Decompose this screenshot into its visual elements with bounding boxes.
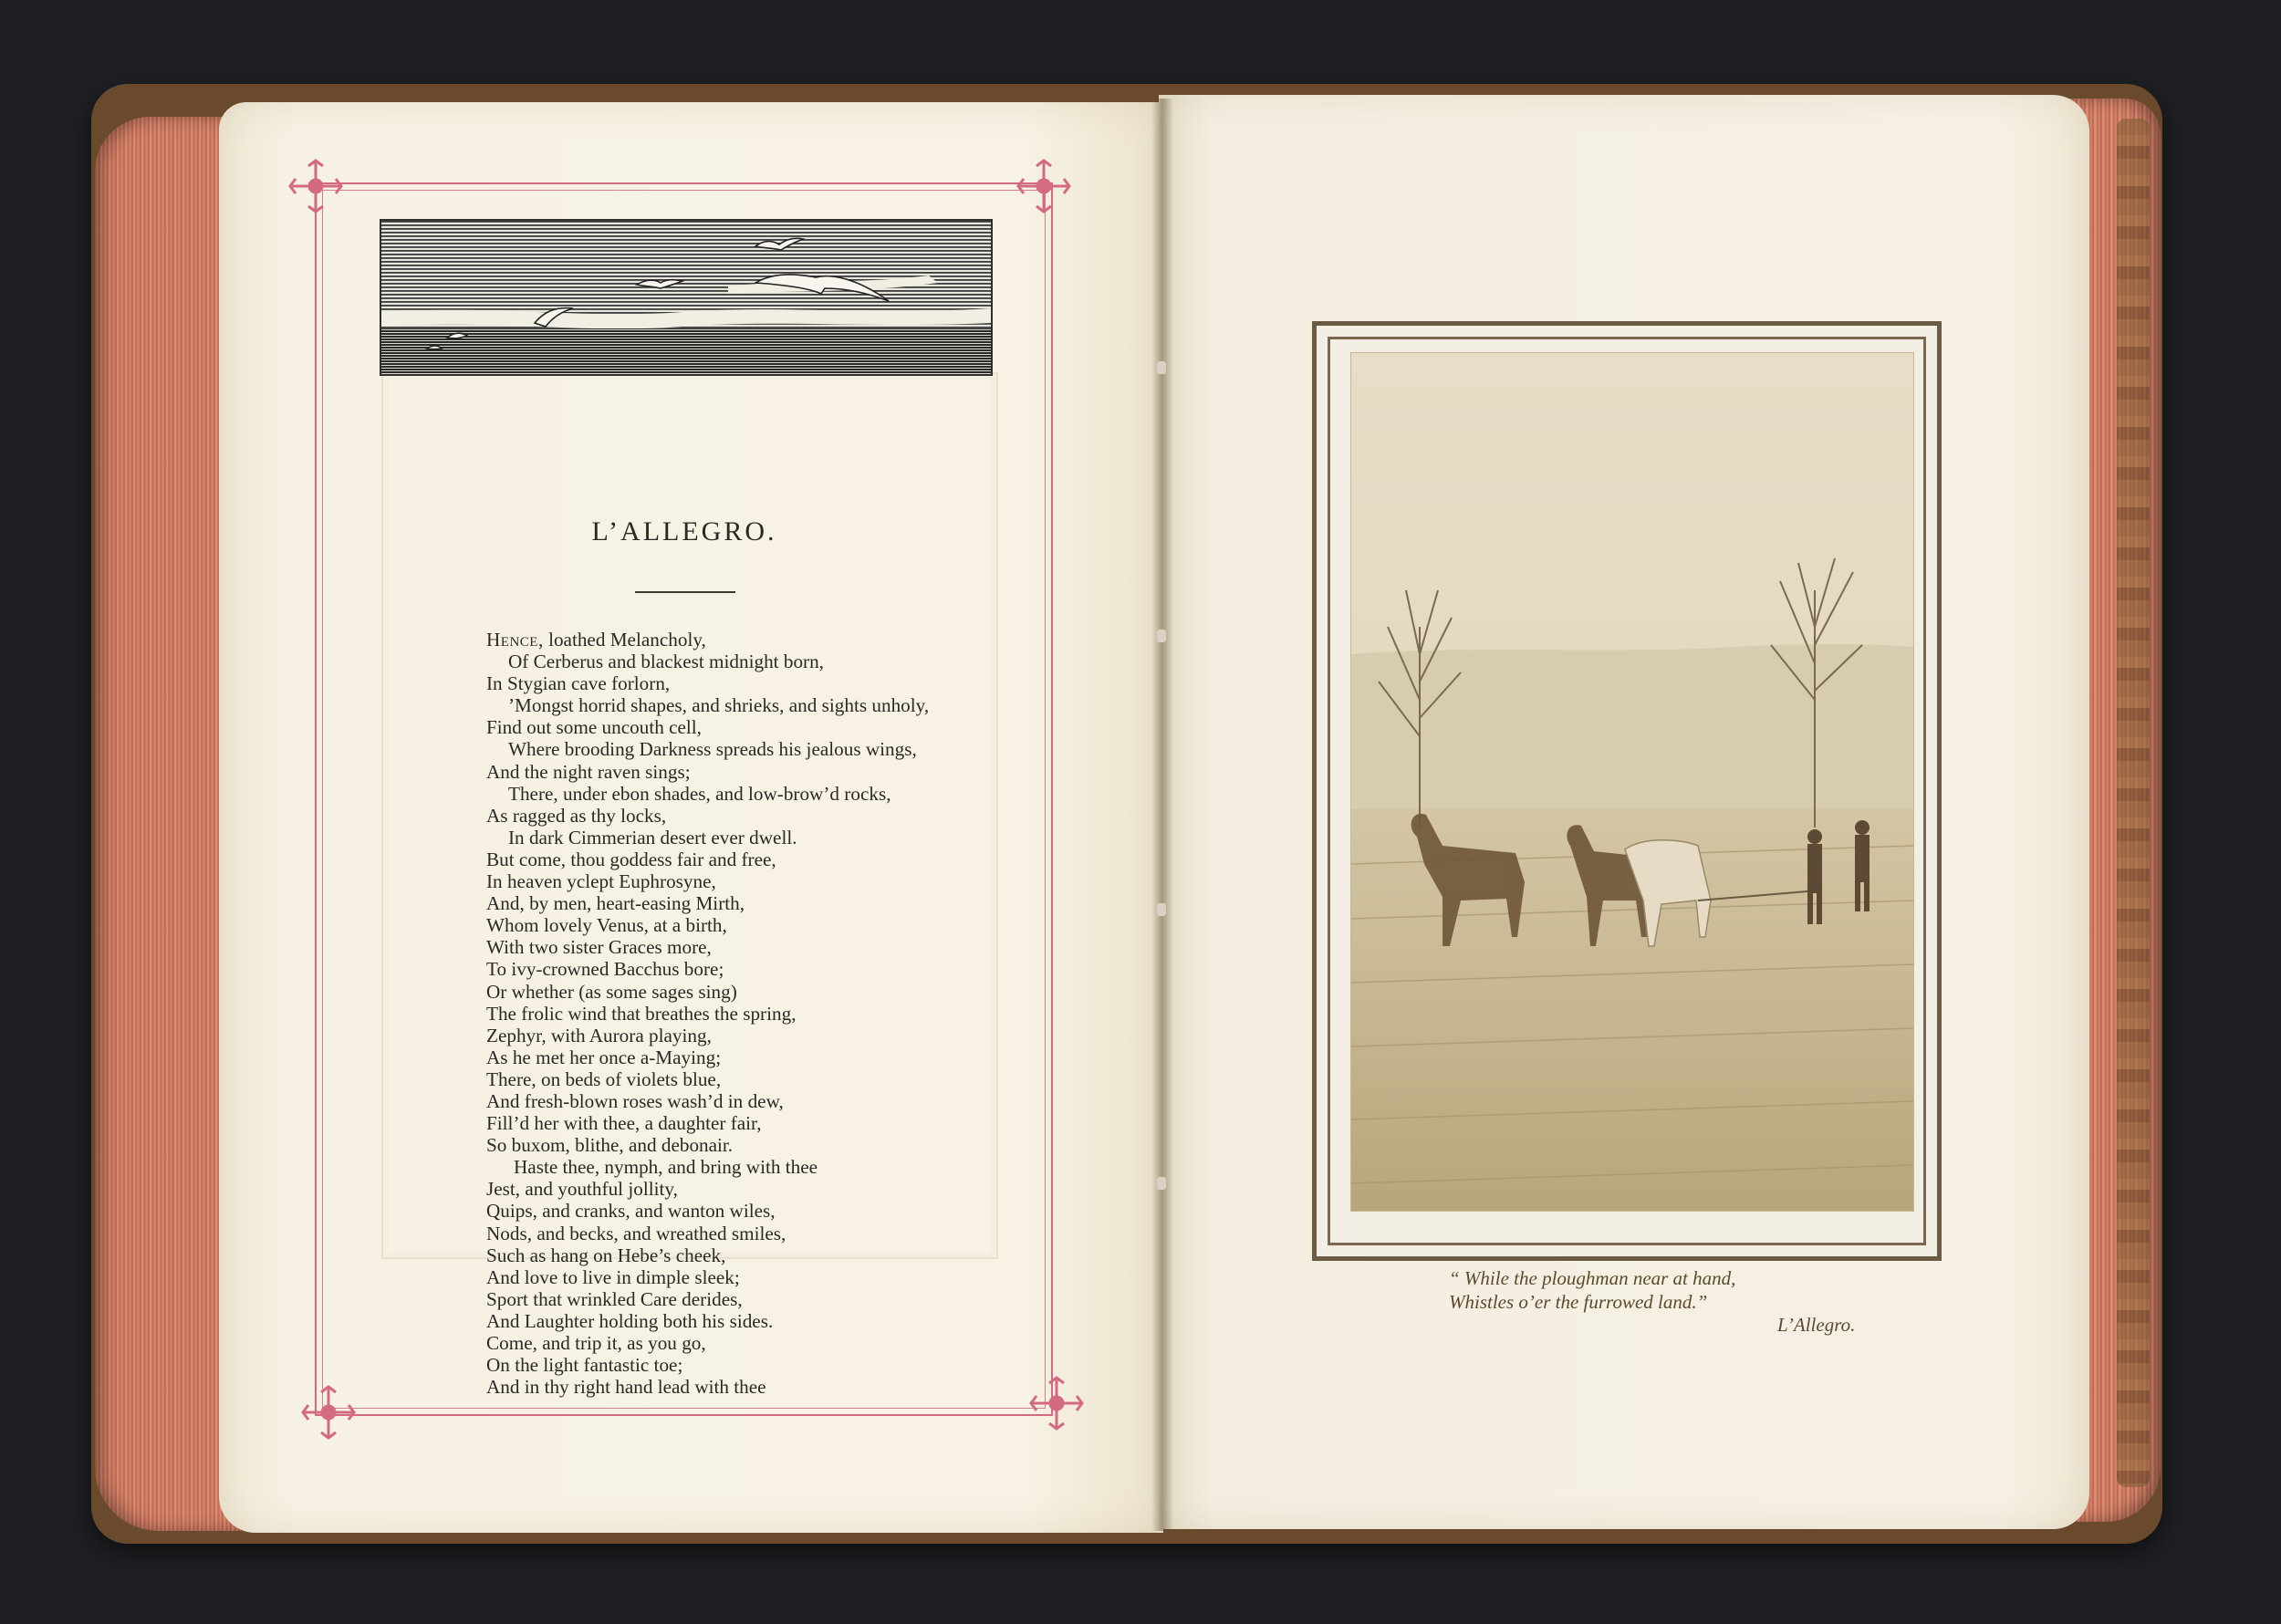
poem-line: And Laughter holding both his sides. bbox=[486, 1309, 774, 1332]
binding-stitch bbox=[1157, 1177, 1166, 1190]
poem-line: Such as hang on Hebe’s cheek, bbox=[486, 1244, 726, 1266]
poem-line: With two sister Graces more, bbox=[486, 936, 712, 959]
poem-line: As he met her once a-Maying; bbox=[486, 1046, 722, 1068]
poem-title: L’ALLEGRO. bbox=[591, 516, 777, 547]
corner-ornament-icon bbox=[1027, 1374, 1086, 1432]
ploughing-photograph bbox=[1350, 352, 1914, 1212]
poem-line: Nods, and becks, and wreathed smiles, bbox=[486, 1222, 786, 1244]
poem-text bbox=[486, 629, 997, 1398]
caption-line: Whistles o’er the furrowed land.” bbox=[1449, 1291, 1708, 1313]
poem-line: And, by men, heart-easing Mirth, bbox=[486, 892, 745, 915]
corner-ornament-icon bbox=[1015, 157, 1073, 215]
poem-line: And love to live in dimple sleek; bbox=[486, 1265, 740, 1288]
poem-line: Hence, loathed Melancholy, bbox=[486, 629, 706, 651]
poem-line: There, under ebon shades, and low-brow’d rocks, bbox=[508, 782, 891, 805]
poem-line: So buxom, blithe, and debonair. bbox=[486, 1134, 734, 1157]
poem-line: Of Cerberus and blackest midnight born, bbox=[508, 651, 824, 673]
poem-line: Whom lovely Venus, at a birth, bbox=[486, 914, 727, 937]
poem-line: And in thy right hand lead with thee bbox=[486, 1376, 766, 1399]
poem-line: Or whether (as some sages sing) bbox=[486, 980, 737, 1003]
poem-line: But come, thou goddess fair and free, bbox=[486, 848, 776, 870]
poem-line: Haste thee, nymph, and bring with thee bbox=[514, 1156, 818, 1179]
corner-ornament-icon bbox=[299, 1383, 358, 1442]
poem-line: On the light fantastic toe; bbox=[486, 1354, 683, 1377]
binding-stitch bbox=[1157, 630, 1166, 642]
poem-line: And fresh-blown roses wash’d in dew, bbox=[486, 1089, 784, 1112]
poem-line: As ragged as thy locks, bbox=[486, 804, 667, 827]
poem-line: To ivy-crowned Bacchus bore; bbox=[486, 958, 724, 981]
poem-line: In dark Cimmerian desert ever dwell. bbox=[508, 826, 797, 848]
ploughing-scene bbox=[1351, 353, 1913, 1211]
poem-line: In heaven yclept Euphrosyne, bbox=[486, 870, 716, 893]
poem-line: Come, and trip it, as you go, bbox=[486, 1332, 706, 1354]
seagull-engraving bbox=[380, 219, 993, 376]
caption-line: “ While the ploughman near at hand, bbox=[1449, 1267, 1736, 1289]
poem-line: Sport that wrinkled Care derides, bbox=[486, 1287, 743, 1310]
poem-line: In Stygian cave forlorn, bbox=[486, 672, 671, 695]
poem-line: There, on beds of violets blue, bbox=[486, 1067, 722, 1090]
book-gutter bbox=[1151, 99, 1173, 1531]
poem-line: ’Mongst horrid shapes, and shrieks, and sights unholy, bbox=[508, 694, 930, 717]
photo-caption bbox=[1449, 1266, 1887, 1314]
binding-stitch bbox=[1157, 903, 1166, 916]
poem-line: And the night raven sings; bbox=[486, 760, 691, 783]
poem-line: Fill’d her with thee, a daughter fair, bbox=[486, 1112, 762, 1135]
poem-line: The frolic wind that breathes the spring, bbox=[486, 1002, 797, 1025]
corner-ornament-icon bbox=[286, 157, 345, 215]
caption-source: L’Allegro. bbox=[1777, 1314, 1856, 1336]
poem-line: Quips, and cranks, and wanton wiles, bbox=[486, 1200, 776, 1223]
poem-line: Find out some uncouth cell, bbox=[486, 716, 702, 739]
binding-stitch bbox=[1157, 361, 1166, 374]
poem-line: Zephyr, with Aurora playing, bbox=[486, 1024, 712, 1046]
poem-first-word: Hence, bbox=[486, 629, 544, 651]
poem-line: Where brooding Darkness spreads his jealous wings, bbox=[508, 738, 917, 761]
poem-line: Jest, and youthful jollity, bbox=[486, 1178, 678, 1201]
title-divider bbox=[635, 591, 735, 593]
worn-cover-edge bbox=[2117, 119, 2150, 1487]
